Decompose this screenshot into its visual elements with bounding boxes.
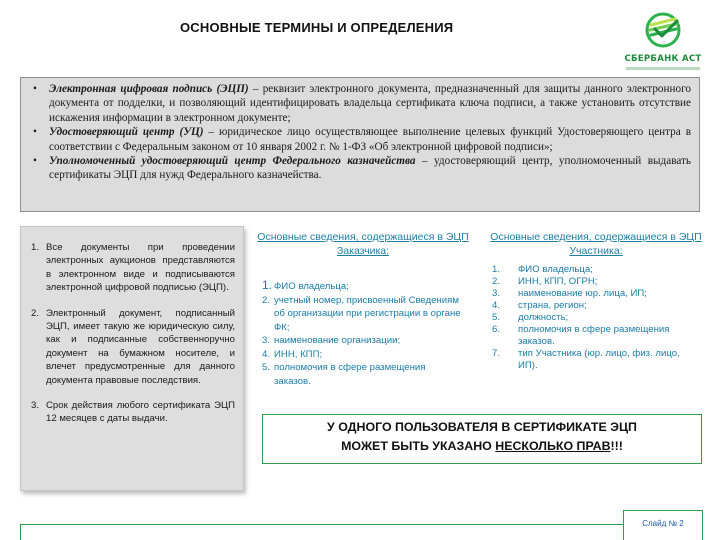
definition-item bbox=[31, 82, 691, 125]
logo-name: СБЕРБАНК АСТ bbox=[624, 54, 702, 64]
list-item bbox=[31, 241, 235, 295]
list-item bbox=[262, 348, 462, 362]
list-text: страна, регион; bbox=[518, 300, 587, 311]
list-item bbox=[262, 280, 462, 294]
list-number: 5. bbox=[492, 312, 501, 323]
slide-number: Слайд № 2 bbox=[623, 510, 703, 540]
list-item bbox=[490, 288, 700, 300]
list-text: Все документы при проведении электронных аукционов представляются в электронном виде и подписываются электронной цифровой подписью (ЭЦП). bbox=[46, 242, 235, 294]
notice-emphasis: НЕСКОЛЬКО ПРАВ bbox=[495, 439, 611, 453]
notice-line-2-prefix: МОЖЕТ БЫТЬ УКАЗАНО bbox=[341, 439, 496, 453]
list-number: 1. bbox=[492, 264, 501, 275]
list-item bbox=[490, 264, 700, 276]
list-item bbox=[490, 312, 700, 324]
participant-info-list bbox=[490, 264, 700, 372]
notice-line-1: У ОДНОГО ПОЛЬЗОВАТЕЛЯ В СЕРТИФИКАТЕ ЭЦП bbox=[327, 420, 637, 434]
company-logo bbox=[622, 12, 704, 82]
list-text: ФИО владельца; bbox=[518, 264, 593, 275]
notice-line-2 bbox=[263, 437, 701, 456]
list-item bbox=[490, 324, 700, 348]
definitions-panel bbox=[20, 77, 700, 212]
definition-text: – удостоверяющий центр, уполномоченный выдавать сертификаты ЭЦП для нужд Федерального казначейства. bbox=[49, 155, 691, 182]
definition-item bbox=[31, 154, 691, 183]
list-item bbox=[490, 276, 700, 288]
list-text: должность; bbox=[518, 312, 569, 323]
list-item bbox=[262, 334, 462, 348]
definition-text: – реквизит электронного документа, предназначенный для защиты данного электронного документа от подделки, и позволяющий идентифицировать владельца сертификата ключа подписи, а также установить отсутствие искажения информации в электронном документе; bbox=[49, 83, 691, 124]
list-number: 6. bbox=[492, 324, 501, 335]
list-item bbox=[490, 348, 700, 372]
rules-panel bbox=[20, 226, 244, 491]
list-number: 3. bbox=[31, 400, 40, 412]
list-text: Срок действия любого сертификата ЭЦП 12 месяцев с даты выдачи. bbox=[46, 400, 235, 425]
list-number: 2. bbox=[492, 276, 501, 287]
sberbank-logo-icon bbox=[645, 12, 681, 48]
list-number: 3. bbox=[492, 288, 501, 299]
customer-info-heading bbox=[256, 230, 470, 258]
list-number: 2. bbox=[31, 307, 40, 319]
list-text: полномочия в сфере размещения заказов. bbox=[274, 362, 426, 387]
definition-term: Удостоверяющий центр (УЦ) bbox=[49, 126, 204, 139]
footer-frame bbox=[20, 524, 702, 540]
list-number: 4. bbox=[262, 348, 271, 360]
list-number: 3. bbox=[262, 335, 271, 346]
logo-tagline-bar bbox=[626, 67, 700, 70]
definition-item bbox=[31, 125, 691, 154]
definition-term: Уполномоченный удостоверяющий центр Федерального казначейства bbox=[49, 155, 416, 168]
list-number: 1. bbox=[262, 278, 273, 292]
list-text: наименование юр. лица, ИП; bbox=[518, 288, 647, 299]
participant-info-heading-text: Основные сведения, содержащиеся в ЭЦП Участника: bbox=[490, 231, 702, 257]
list-text: учетный номер, присвоенный Сведениям об организации при регистрации в органе ФК; bbox=[274, 294, 461, 333]
list-item bbox=[31, 399, 235, 426]
list-text: Электронный документ, подписанный ЭЦП, имеет такую же юридическую силу, как и подписанные собственноручно документ на бумажном носителе, и влечет предусмотренные для данного документа правовые последствия. bbox=[46, 307, 235, 386]
customer-info-heading-text: Основные сведения, содержащиеся в ЭЦП Заказчика: bbox=[257, 231, 469, 257]
list-text: тип Участника (юр. лицо, физ. лицо, ИП). bbox=[518, 348, 680, 371]
notice-box bbox=[262, 414, 702, 464]
list-number: 1. bbox=[31, 242, 40, 253]
participant-info-heading bbox=[490, 230, 702, 258]
list-item bbox=[262, 294, 462, 335]
notice-line-2-suffix: !!! bbox=[610, 439, 623, 453]
page-title: ОСНОВНЫЕ ТЕРМИНЫ И ОПРЕДЕЛЕНИЯ bbox=[180, 20, 454, 35]
list-text: наименование организации; bbox=[274, 335, 401, 346]
list-number: 7. bbox=[492, 348, 501, 359]
list-number: 2. bbox=[262, 294, 271, 306]
list-item bbox=[490, 300, 700, 312]
list-text: ИНН, КПП; bbox=[274, 348, 323, 360]
customer-info-list bbox=[262, 280, 462, 388]
list-text: ФИО владельца; bbox=[274, 281, 349, 292]
list-number: 5. bbox=[262, 362, 271, 373]
list-item bbox=[31, 307, 235, 387]
list-item bbox=[262, 361, 462, 388]
list-number: 4. bbox=[492, 300, 501, 311]
list-text: полномочия в сфере размещения заказов. bbox=[518, 324, 670, 347]
definition-text: – юридическое лицо осуществляющее выполнение целевых функций Удостоверяющего центра в соответствии с Федеральным законом от 10 января 2002 г. № 1-ФЗ «Об электронной цифровой подписи»; bbox=[49, 126, 691, 153]
list-text: ИНН, КПП, ОГРН; bbox=[518, 276, 598, 287]
definition-term: Электронная цифровая подпись (ЭЦП) bbox=[49, 83, 249, 95]
